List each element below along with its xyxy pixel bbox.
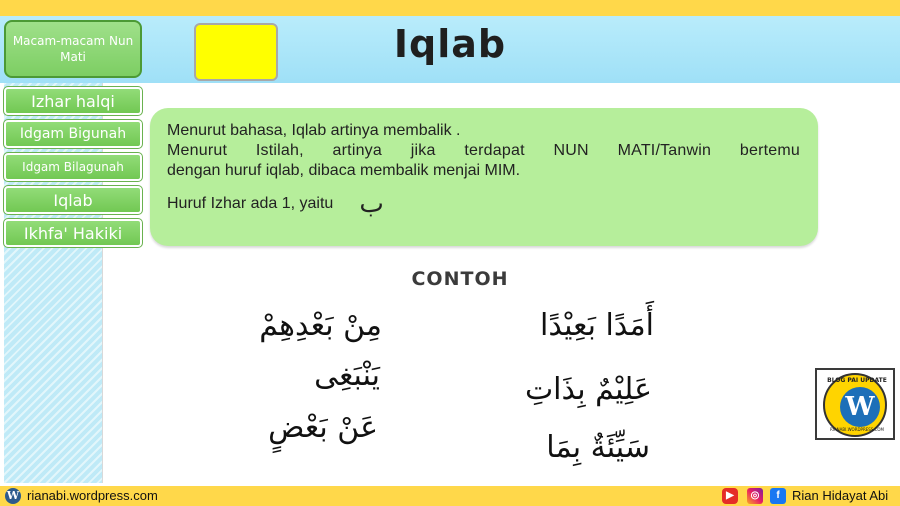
instagram-icon[interactable]: ◎ <box>747 488 763 504</box>
sidebar-item-izhar-halqi[interactable]: Izhar halqi <box>4 87 142 115</box>
footer-bar <box>0 486 900 506</box>
sidebar-item-idgam-bigunah[interactable]: Idgam Bigunah <box>4 120 142 148</box>
example-right-3: سَيِّئَةٌ بِمَا <box>546 430 650 465</box>
examples-heading: CONTOH <box>411 268 509 290</box>
badge-bottom-text: RIANABI.WORDPRESS.COM <box>829 427 885 432</box>
example-right-2: عَلِيْمٌ بِذَاتِ <box>524 372 652 407</box>
blog-badge[interactable] <box>815 368 895 440</box>
example-left-1: مِنْ بَعْدِهِمْ <box>259 308 382 343</box>
info-line-2: Menurut Istilah, artinya jika terdapat NUN MATI/Tanwin bertemu <box>167 142 800 159</box>
wordpress-icon: W <box>6 489 20 502</box>
info-card <box>150 108 818 246</box>
huruf-text: Huruf Izhar ada 1, yaitu <box>167 195 334 212</box>
example-left-3: عَنْ بَعْضٍ <box>268 410 378 445</box>
sidebar-title: Macam-macam Nun Mati <box>4 20 142 78</box>
youtube-icon[interactable]: ▶ <box>722 488 738 504</box>
sidebar-item-iqlab[interactable]: Iqlab <box>4 186 142 214</box>
sidebar-item-idgam-bilagunah[interactable]: Idgam Bilagunah <box>4 153 142 181</box>
badge-top-text: BLOG PAI UPDATE <box>827 377 887 384</box>
yellow-box <box>194 23 278 81</box>
top-strip <box>0 0 900 16</box>
huruf-row <box>167 191 800 217</box>
footer-url[interactable]: rianabi.wordpress.com <box>27 488 158 503</box>
example-right-1: أَمَدًا بَعِيْدًا <box>540 308 654 343</box>
badge-circle <box>823 373 887 437</box>
info-line-1: Menurut bahasa, Iqlab artinya membalik . <box>167 122 461 139</box>
wordpress-icon: W <box>840 387 880 427</box>
sidebar-item-ikhfa-hakiki[interactable]: Ikhfa' Hakiki <box>4 219 142 247</box>
facebook-icon[interactable]: f <box>770 488 786 504</box>
example-left-2: يَنْبَغِى <box>314 358 380 393</box>
info-line-3: dengan huruf iqlab, dibaca membalik menjai MIM. <box>167 162 521 179</box>
page-title: Iqlab <box>393 22 507 66</box>
footer-author: Rian Hidayat Abi <box>792 488 889 503</box>
huruf-letter: ب <box>359 189 384 219</box>
